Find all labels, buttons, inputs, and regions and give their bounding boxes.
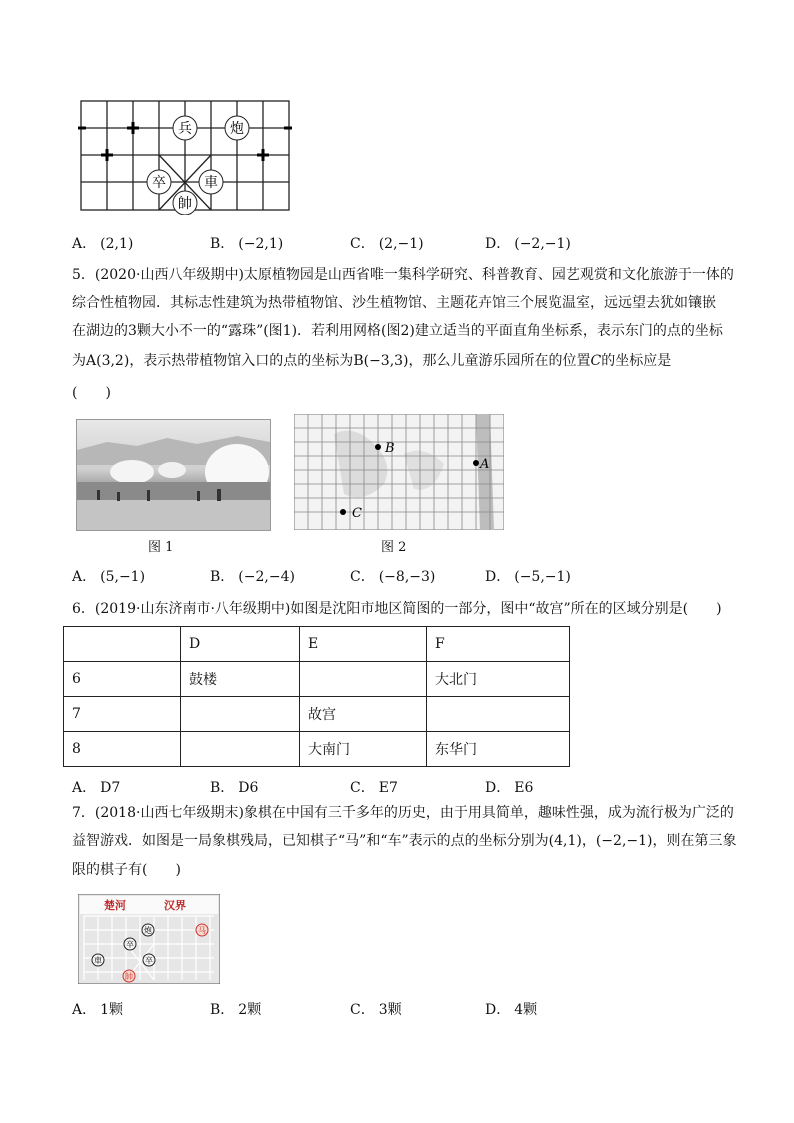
- board-piece: 炮: [230, 121, 244, 137]
- board-piece: 帥: [178, 196, 192, 212]
- q5-options: [72, 566, 632, 588]
- q5-text-line: 在湖边的3颗大小不一的“露珠”(图1)．若利用网格(图2)建立适当的平面直角坐标系，表示东门的点的坐标: [72, 323, 723, 339]
- q4-option-b[interactable]: B． (−2,1): [210, 236, 284, 252]
- q5-option-a[interactable]: A． (5,−1): [72, 569, 146, 585]
- table-cell: 鼓楼: [181, 662, 300, 697]
- q7-text-line: 限的棋子有( ): [72, 862, 181, 878]
- board-piece: 马: [198, 926, 206, 935]
- board-piece: 車: [94, 956, 102, 965]
- q4-options: [72, 233, 632, 255]
- q5-figure1-photo: [76, 419, 271, 531]
- board-title-left: 楚河: [104, 899, 126, 912]
- board-piece: 炮: [144, 926, 152, 935]
- table-cell: [300, 662, 427, 697]
- q6-option-d[interactable]: D． E6: [485, 780, 534, 796]
- q5-figure2-grid-map: [294, 414, 504, 530]
- q5-text-line: 5．(2020·山西八年级期中)太原植物园是山西省唯一集科学研究、科普教育、园艺观赏和文化旅游于一体的: [72, 267, 734, 283]
- q4-chessboard-figure: [78, 99, 292, 215]
- q7-option-b[interactable]: B． 2颗: [210, 1002, 262, 1018]
- q7-option-a[interactable]: A． 1颗: [72, 1002, 124, 1018]
- table-row: [64, 732, 570, 767]
- table-cell: D: [181, 627, 300, 662]
- q6-region-table: [63, 626, 570, 767]
- q4-option-a[interactable]: A． (2,1): [72, 236, 134, 252]
- q5-option-b[interactable]: B． (−2,−4): [210, 569, 295, 585]
- table-cell: E: [300, 627, 427, 662]
- q7-chessboard-figure: [78, 894, 220, 984]
- q7-text-line: 7．(2018·山西七年级期末)象棋在中国有三千多年的历史，由于用具简单，趣味性强，成为流行极为广泛的: [72, 805, 734, 821]
- map-label-c: C: [352, 506, 362, 521]
- board-title-right: 汉界: [164, 899, 186, 912]
- q6-option-c[interactable]: C． E7: [350, 780, 398, 796]
- table-cell: 7: [64, 697, 181, 732]
- board-piece: 帥: [125, 972, 133, 981]
- table-cell: F: [427, 627, 570, 662]
- table-cell: [181, 732, 300, 767]
- table-cell: [64, 627, 181, 662]
- q5-text-line: 综合性植物园．其标志性建筑为热带植物馆、沙生植物馆、主题花卉馆三个展览温室，远远望去犹如镶嵌: [72, 295, 716, 311]
- q5-option-d[interactable]: D． (−5,−1): [485, 569, 571, 585]
- q5-figure2-caption: 图 2: [381, 540, 407, 555]
- table-cell: [181, 697, 300, 732]
- q6-options: [72, 777, 632, 799]
- q7-option-c[interactable]: C． 3颗: [350, 1002, 402, 1018]
- q7-text-line: 益智游戏．如图是一局象棋残局，已知棋子“马”和“车”表示的点的坐标分别为(4,1)，(−2,−1)，则在第三象: [72, 833, 737, 849]
- table-row: [64, 697, 570, 732]
- q6-text-line: 6．(2019·山东济南市·八年级期中)如图是沈阳市地区简图的一部分，图中“故宫”所在的区域分别是( ): [72, 601, 722, 617]
- table-cell: 大南门: [300, 732, 427, 767]
- q4-option-d[interactable]: D． (−2,−1): [485, 236, 571, 252]
- table-cell: 大北门: [427, 662, 570, 697]
- map-label-a: A: [480, 457, 490, 472]
- board-piece: 卒: [152, 175, 166, 191]
- table-row: [64, 662, 570, 697]
- board-piece: 車: [204, 175, 218, 191]
- q7-options: [72, 999, 632, 1021]
- board-piece: 卒: [126, 940, 134, 949]
- table-cell: 东华门: [427, 732, 570, 767]
- q5-option-c[interactable]: C． (−8,−3): [350, 569, 436, 585]
- table-cell: 6: [64, 662, 181, 697]
- q5-answer-paren: ( ): [72, 385, 111, 401]
- table-cell: [427, 697, 570, 732]
- q4-option-c[interactable]: C． (2,−1): [350, 236, 424, 252]
- q7-option-d[interactable]: D． 4颗: [485, 1002, 538, 1018]
- board-piece: 卒: [145, 956, 153, 965]
- table-row: [64, 627, 570, 662]
- q5-text-line: 为A(3,2)，表示热带植物馆入口的点的坐标为B(−3,3)，那么儿童游乐园所在的位置C的坐标应是: [72, 353, 672, 369]
- board-piece: 兵: [178, 121, 192, 137]
- map-label-b: B: [385, 441, 395, 456]
- table-cell: 故宫: [300, 697, 427, 732]
- q6-option-b[interactable]: B． D6: [210, 780, 259, 796]
- q5-figure1-caption: 图 1: [148, 540, 174, 555]
- table-cell: 8: [64, 732, 181, 767]
- q6-option-a[interactable]: A． D7: [72, 780, 121, 796]
